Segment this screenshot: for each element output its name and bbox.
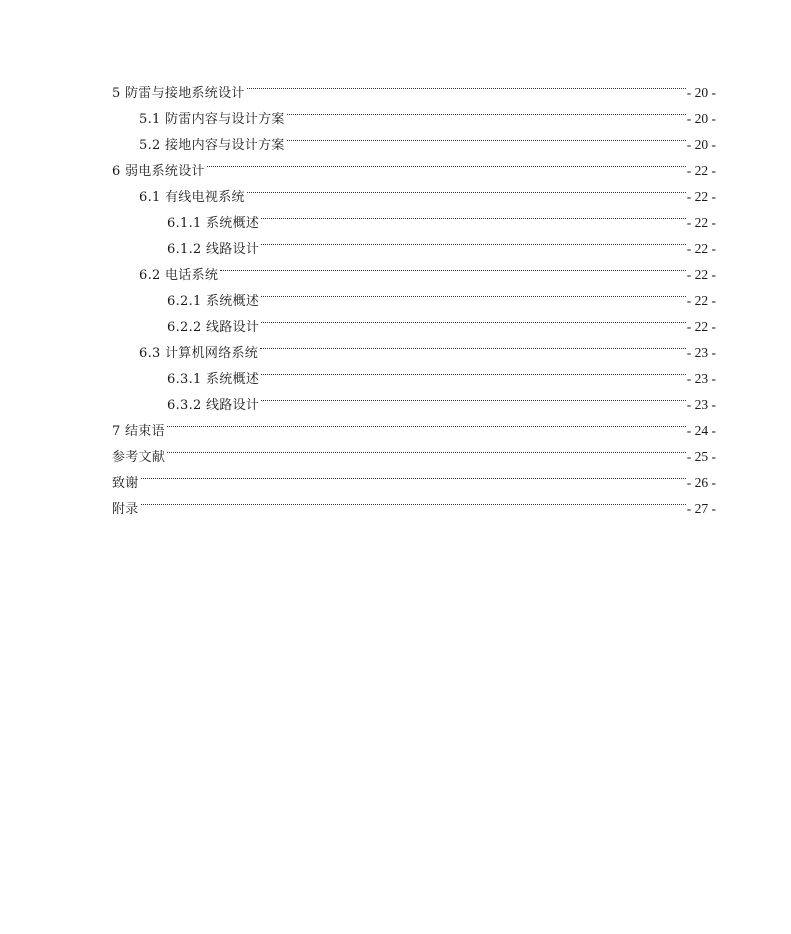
toc-leader-dots [260, 331, 686, 357]
toc-leader-dots [261, 357, 686, 383]
toc-leader-dots [287, 97, 686, 123]
toc-entry-title: 5.1 防雷内容与设计方案 [139, 112, 285, 127]
toc-entry-page: - 20 - [686, 85, 716, 100]
toc-leader-dots [261, 279, 686, 305]
toc-leader-dots [261, 227, 686, 253]
toc-entry-page: - 22 - [686, 319, 716, 334]
toc-entry-page: - 22 - [686, 267, 716, 282]
toc-entry-title: 5 防雷与接地系统设计 [112, 86, 245, 101]
toc-entry-title: 6.2.1 系统概述 [167, 294, 260, 309]
toc-entry-page: - 20 - [686, 111, 716, 126]
toc-leader-dots [287, 123, 686, 149]
toc-entry-title: 6.1.2 线路设计 [167, 242, 260, 257]
toc-entry-title: 6.1 有线电视系统 [139, 190, 245, 205]
toc-entry-title: 致谢 [112, 476, 139, 491]
toc-leader-dots [247, 175, 686, 201]
toc-leader-dots [247, 71, 686, 97]
toc-leader-dots [220, 253, 686, 279]
toc-leader-dots [261, 201, 686, 227]
toc-entry[interactable] [112, 409, 716, 439]
toc-entry-title: 6.3.1 系统概述 [167, 372, 260, 387]
toc-entry-title: 6.2 电话系统 [139, 268, 219, 283]
toc-entry-page: - 23 - [686, 345, 716, 360]
toc-entry-page: - 25 - [686, 449, 716, 464]
toc-entry-title: 6.3.2 线路设计 [167, 398, 260, 413]
toc-leader-dots [141, 461, 686, 487]
toc-entry-page: - 26 - [686, 475, 716, 490]
toc-entry[interactable] [112, 71, 716, 101]
toc-entry-page: - 27 - [686, 501, 716, 516]
toc-entry-title: 7 结束语 [112, 424, 165, 439]
toc-entry-page: - 22 - [686, 189, 716, 204]
toc-leader-dots [261, 383, 686, 409]
toc-entry[interactable] [112, 461, 716, 491]
toc-entry-page: - 22 - [686, 163, 716, 178]
toc-entry-title: 6.2.2 线路设计 [167, 320, 260, 335]
toc-entry-title: 6.3 计算机网络系统 [139, 346, 259, 361]
toc-entry-page: - 22 - [686, 215, 716, 230]
toc-entry[interactable] [112, 435, 716, 465]
toc-leader-dots [261, 305, 686, 331]
toc-leader-dots [167, 435, 686, 461]
toc-leader-dots [141, 487, 686, 513]
toc-entry-page: - 24 - [686, 423, 716, 438]
toc-entry-title: 6 弱电系统设计 [112, 164, 205, 179]
toc-entry[interactable] [112, 487, 716, 517]
toc-leader-dots [167, 409, 686, 435]
toc-entry-title: 参考文献 [112, 450, 166, 465]
toc-leader-dots [207, 149, 686, 175]
toc-entry-title: 附录 [112, 502, 139, 517]
toc-entry-page: - 22 - [686, 241, 716, 256]
table-of-contents [112, 71, 716, 517]
toc-entry-page: - 22 - [686, 293, 716, 308]
toc-entry-title: 6.1.1 系统概述 [167, 216, 260, 231]
toc-entry-title: 5.2 接地内容与设计方案 [139, 138, 285, 153]
toc-entry-page: - 23 - [686, 397, 716, 412]
toc-entry-page: - 23 - [686, 371, 716, 386]
toc-entry-page: - 20 - [686, 137, 716, 152]
